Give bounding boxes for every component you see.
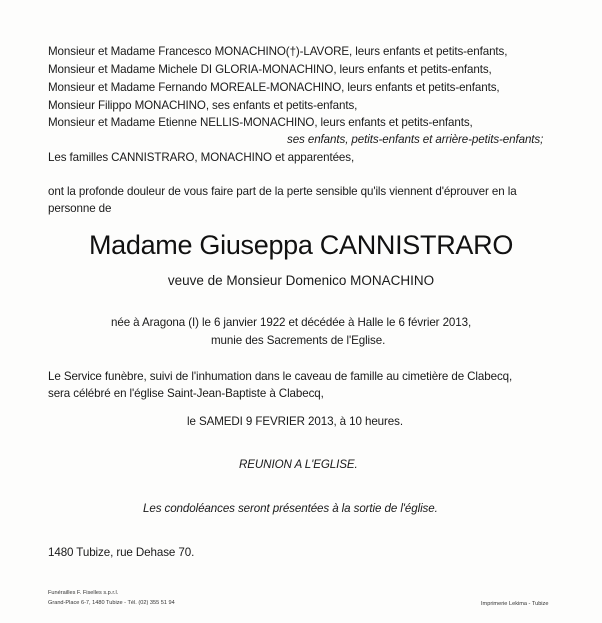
family-line-3: Monsieur et Madame Fernando MOREALE-MONACHINO, leurs enfants et petits-enfants, xyxy=(48,81,500,94)
families-line: Les familles CANNISTRARO, MONACHINO et apparentées, xyxy=(48,151,355,164)
announcement-line-1: ont la profonde douleur de vous faire part de la perte sensible qu'ils viennent d'éprouver en la xyxy=(48,185,517,198)
deceased-name: Madame Giuseppa CANNISTRARO xyxy=(88,230,514,260)
announcement-line-2: personne de xyxy=(48,202,112,215)
condolences-note: Les condoléances seront présentées à la sortie de l'église. xyxy=(143,502,438,515)
family-line-2: Monsieur et Madame Michele DI GLORIA-MONACHINO, leurs enfants et petits-enfants, xyxy=(48,63,492,76)
family-line-4: Monsieur Filippo MONACHINO, ses enfants et petits-enfants, xyxy=(48,99,358,112)
printer-credit: Imprimerie Lekima - Tubize xyxy=(481,601,549,607)
funeral-home-name: Funérailles F. Fiselles s.p.r.l. xyxy=(48,590,119,596)
service-date: le SAMEDI 9 FEVRIER 2013, à 10 heures. xyxy=(187,415,403,428)
sacraments-line: munie des Sacrements de l'Eglise. xyxy=(211,334,386,347)
family-line-1: Monsieur et Madame Francesco MONACHINO(†)-LAVORE, leurs enfants et petits-enfants, xyxy=(48,45,508,58)
family-line-5: Monsieur et Madame Etienne NELLIS-MONACHINO, leurs enfants et petits-enfants, xyxy=(48,116,473,129)
service-line-1: Le Service funèbre, suivi de l'inhumation dans le caveau de famille au cimetière de Clabecq, xyxy=(48,370,513,383)
birth-death-line: née à Aragona (I) le 6 janvier 1922 et décédée à Halle le 6 février 2013, xyxy=(111,316,472,329)
widow-of: veuve de Monsieur Domenico MONACHINO xyxy=(167,273,435,288)
service-line-2: sera célébré en l'église Saint-Jean-Baptiste à Clabecq, xyxy=(48,387,324,400)
reunion-note: REUNION A L'EGLISE. xyxy=(239,458,358,471)
funeral-home-address: Grand-Place 6-7, 1480 Tubize - Tél. (02) 355 51 94 xyxy=(48,600,175,606)
address: 1480 Tubize, rue Dehase 70. xyxy=(48,546,195,559)
family-italic-line: ses enfants, petits-enfants et arrière-petits-enfants; xyxy=(287,133,544,146)
